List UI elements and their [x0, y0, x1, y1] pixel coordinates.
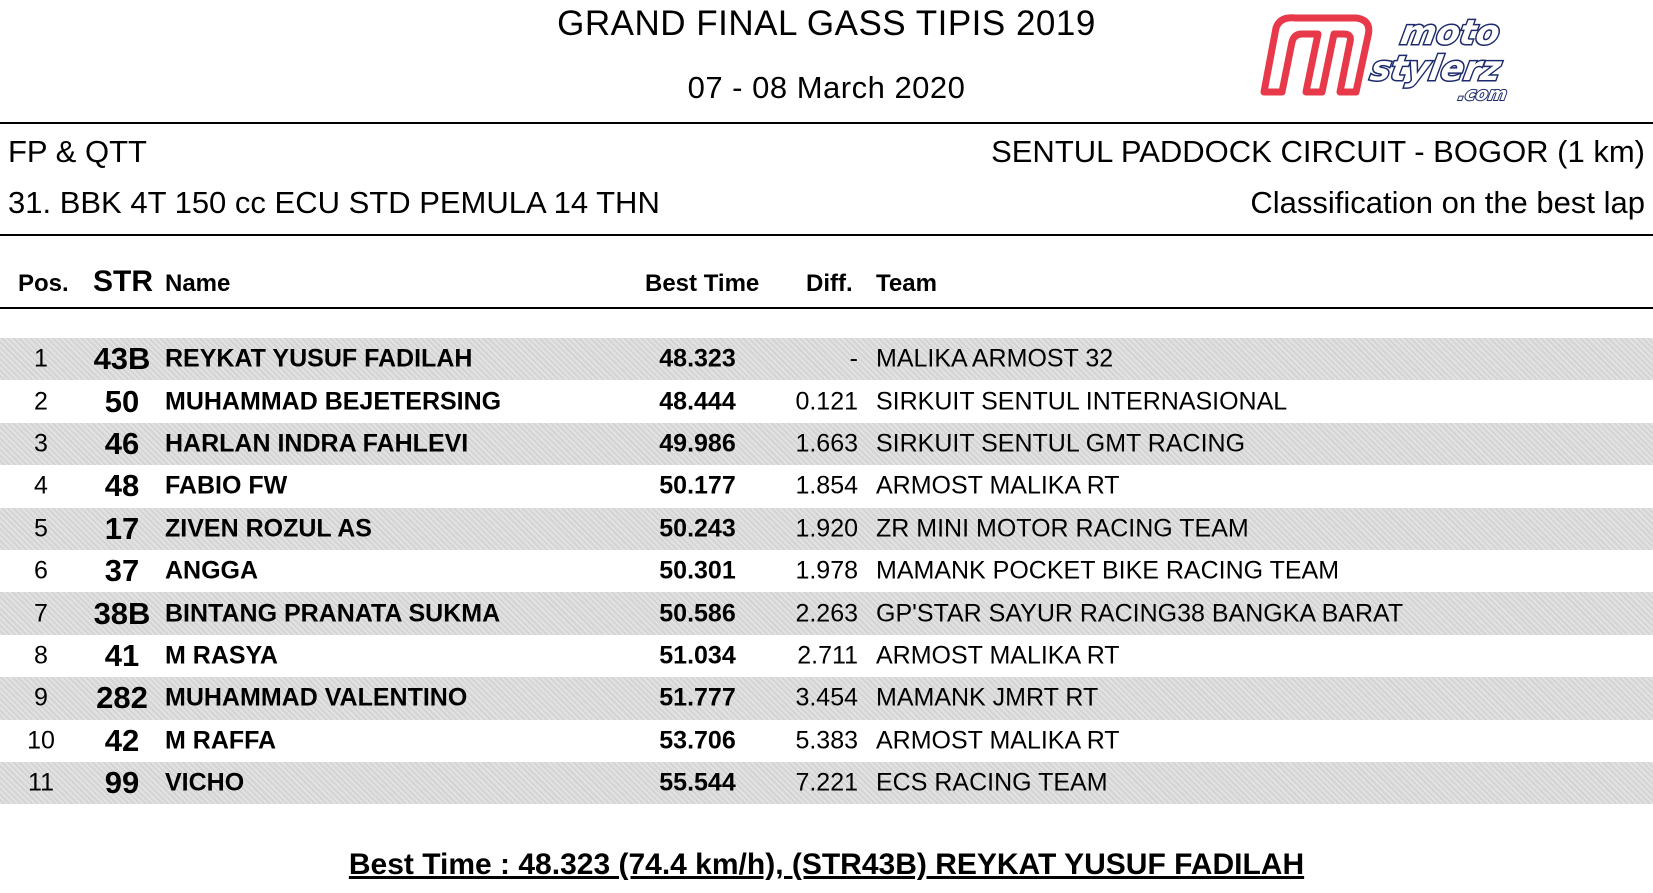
- row-best-time: 51.034: [659, 641, 736, 670]
- row-best-time: 53.706: [659, 726, 736, 755]
- row-name: ZIVEN ROZUL AS: [165, 514, 372, 543]
- table-row: [0, 338, 1653, 380]
- category-label: 31. BBK 4T 150 cc ECU STD PEMULA 14 THN: [8, 185, 660, 220]
- row-name: M RASYA: [165, 641, 278, 670]
- row-str: 41: [104, 637, 140, 673]
- row-best-time: 50.177: [659, 471, 736, 500]
- row-pos: 6: [34, 556, 48, 585]
- row-diff: 5.383: [795, 726, 858, 755]
- table-row: [0, 635, 1653, 677]
- motostylerz-logo: [1256, 6, 1556, 108]
- row-team: MALIKA ARMOST 32: [876, 344, 1114, 373]
- row-best-time: 50.243: [659, 514, 736, 543]
- table-row: [0, 677, 1653, 719]
- table-row: [0, 465, 1653, 507]
- row-pos: 3: [34, 429, 48, 458]
- row-name: FABIO FW: [165, 471, 288, 500]
- row-team: SIRKUIT SENTUL GMT RACING: [876, 429, 1246, 458]
- row-diff: 1.854: [795, 471, 858, 500]
- row-pos: 11: [28, 768, 54, 797]
- row-best-time: 55.544: [659, 768, 736, 797]
- row-team: ECS RACING TEAM: [876, 768, 1108, 797]
- row-team: MAMANK JMRT RT: [876, 683, 1099, 712]
- row-str: 38B: [93, 595, 151, 631]
- circuit-label: SENTUL PADDOCK CIRCUIT - BOGOR (1 km): [991, 134, 1645, 169]
- row-pos: 5: [34, 514, 48, 543]
- column-header-pos: Pos.: [18, 270, 69, 297]
- row-pos: 1: [34, 344, 48, 373]
- row-name: VICHO: [165, 768, 245, 797]
- row-diff: 2.711: [797, 641, 858, 670]
- table-row: [0, 720, 1653, 762]
- row-team: GP'STAR SAYUR RACING38 BANGKA BARAT: [876, 599, 1404, 628]
- row-diff: 1.920: [795, 514, 858, 543]
- row-diff: 0.121: [795, 387, 858, 416]
- row-diff: 7.221: [795, 768, 858, 797]
- row-best-time: 49.986: [659, 429, 736, 458]
- row-name: HARLAN INDRA FAHLEVI: [165, 429, 469, 458]
- row-team: MAMANK POCKET BIKE RACING TEAM: [876, 556, 1340, 585]
- table-row: [0, 423, 1653, 465]
- best-time-summary: Best Time : 48.323 (74.4 km/h), (STR43B) REYKAT YUSUF FADILAH: [348, 848, 1305, 881]
- row-pos: 10: [27, 726, 55, 755]
- column-header-best-time: Best Time: [645, 270, 760, 297]
- row-name: ANGGA: [165, 556, 259, 585]
- row-diff: 1.978: [795, 556, 858, 585]
- row-name: M RAFFA: [165, 726, 277, 755]
- column-header-team: Team: [876, 270, 937, 297]
- row-diff: 2.263: [795, 599, 858, 628]
- row-str: 282: [96, 680, 148, 716]
- row-name: BINTANG PRANATA SUKMA: [165, 599, 501, 628]
- results-table-body: [0, 338, 1653, 804]
- row-str: 37: [104, 553, 140, 589]
- table-row: [0, 380, 1653, 422]
- row-pos: 9: [34, 683, 48, 712]
- row-team: ARMOST MALIKA RT: [876, 471, 1120, 500]
- divider-top: [0, 122, 1653, 124]
- row-best-time: 50.586: [659, 599, 736, 628]
- row-name: MUHAMMAD BEJETERSING: [165, 387, 502, 416]
- logo-text-moto: moto: [1397, 13, 1504, 53]
- classification-label: Classification on the best lap: [1250, 185, 1645, 220]
- row-team: SIRKUIT SENTUL INTERNASIONAL: [876, 387, 1288, 416]
- row-team: ZR MINI MOTOR RACING TEAM: [876, 514, 1249, 543]
- row-best-time: 50.301: [659, 556, 736, 585]
- row-best-time: 48.323: [659, 344, 736, 373]
- row-name: MUHAMMAD VALENTINO: [165, 683, 468, 712]
- row-team: ARMOST MALIKA RT: [876, 641, 1120, 670]
- table-row: [0, 550, 1653, 592]
- row-pos: 7: [34, 599, 48, 628]
- session-label: FP & QTT: [8, 134, 147, 169]
- row-str: 42: [104, 722, 140, 758]
- row-diff: 1.663: [795, 429, 858, 458]
- event-date: 07 - 08 March 2020: [687, 70, 966, 105]
- column-header-str: STR: [93, 265, 153, 298]
- divider-table-header: [0, 307, 1653, 309]
- logo-text-stylerz: stylerz: [1367, 49, 1505, 89]
- row-best-time: 51.777: [659, 683, 736, 712]
- row-str: 43B: [93, 341, 151, 377]
- row-diff: 3.454: [795, 683, 858, 712]
- row-name: REYKAT YUSUF FADILAH: [165, 344, 473, 373]
- divider-middle: [0, 234, 1653, 236]
- row-pos: 2: [34, 387, 48, 416]
- row-diff: -: [849, 344, 858, 373]
- results-table-header: [0, 265, 1653, 306]
- row-best-time: 48.444: [659, 387, 736, 416]
- logo-text-com: .com: [1456, 84, 1509, 105]
- row-pos: 4: [34, 471, 48, 500]
- column-header-diff: Diff.: [806, 270, 853, 297]
- row-pos: 8: [34, 641, 48, 670]
- table-row: [0, 508, 1653, 550]
- row-str: 99: [104, 765, 140, 801]
- table-row: [0, 592, 1653, 634]
- event-title: GRAND FINAL GASS TIPIS 2019: [557, 4, 1096, 43]
- table-row: [0, 762, 1653, 804]
- row-str: 50: [104, 383, 140, 419]
- row-str: 48: [104, 468, 140, 504]
- row-team: ARMOST MALIKA RT: [876, 726, 1120, 755]
- row-str: 17: [104, 510, 140, 546]
- column-header-name: Name: [165, 270, 231, 297]
- row-str: 46: [104, 425, 140, 461]
